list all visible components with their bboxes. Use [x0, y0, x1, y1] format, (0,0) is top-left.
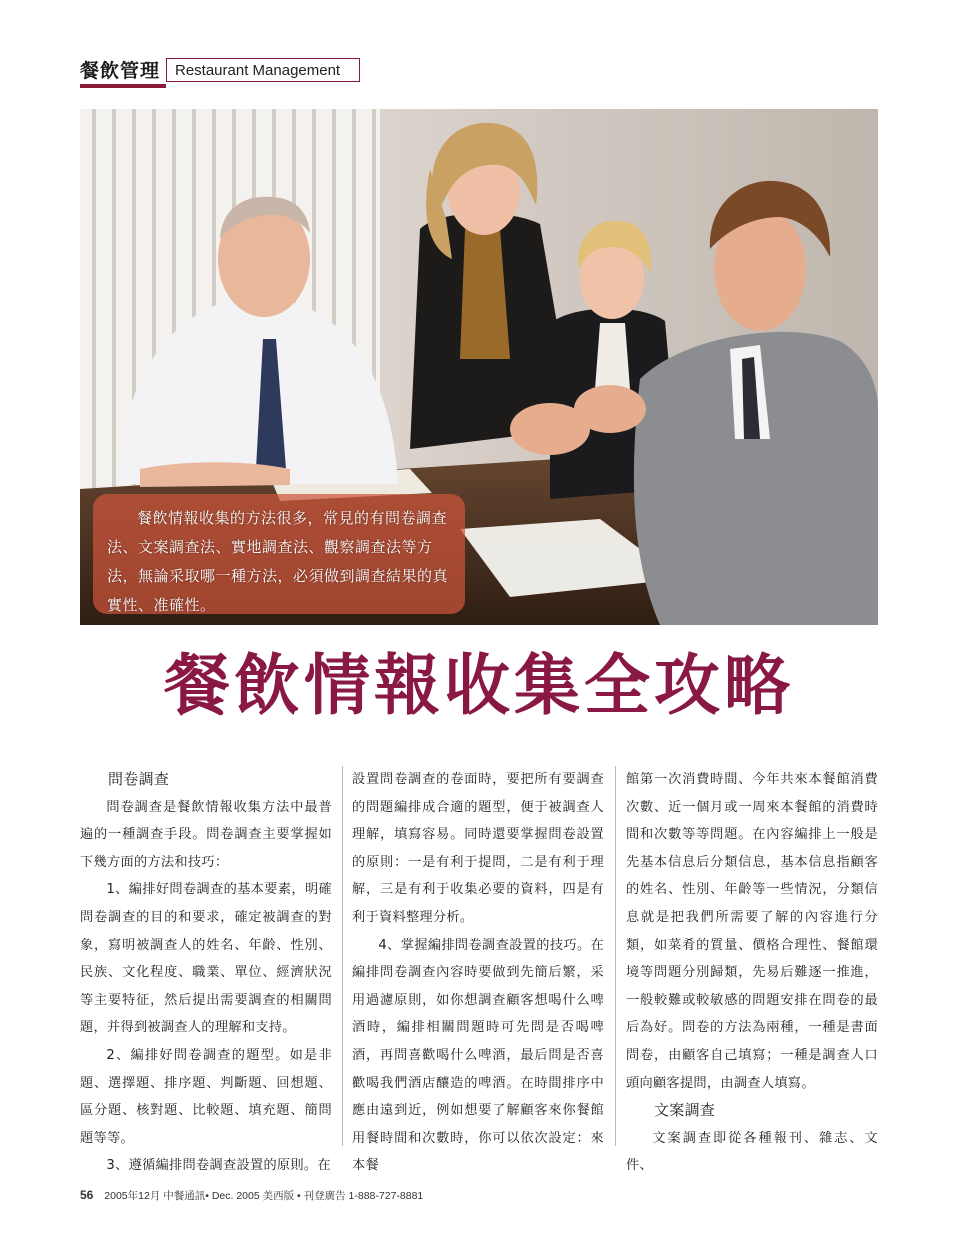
footer-text: 2005年12月 中餐通訊• Dec. 2005 美西版 • 刊登廣告 1-888-727-8881 — [104, 1190, 424, 1202]
page-footer — [80, 1186, 640, 1204]
column-divider — [615, 766, 616, 1146]
header-rule — [80, 84, 166, 88]
section-title-zh: 餐飲管理 — [80, 60, 161, 82]
paragraph: 2、編排好問卷調查的題型。如是非題、選擇題、排序題、判斷題、回想題、區分題、核對題、比較題、填充題、簡問題等等。 — [80, 1047, 332, 1146]
paragraph: 3、遵循編排問卷調查設置的原則。在 — [106, 1158, 331, 1174]
paragraph: 館第一次消費時間、今年共來本餐館消費次數、近一個月或一周來本餐館的消費時間和次數等等問題。在內容編排上一般是先基本信息后分類信息，基本信息指顧客的姓名、性別、年齡等一些情況，分類信息就是把我們所需要了解的內容進行分類，如菜肴的質量、價格合理性、餐館環境等問題分別歸類，先易后難逐一推進，一般較難或較敏感的問題安排在問卷的最后為好。問卷的方法為兩種，一種是書面問卷，由顧客自己填寫；一種是調查人口頭向顧客提問，由調查人填寫。 — [626, 772, 878, 1091]
paragraph: 設置問卷調查的卷面時，要把所有要調查的問題編排成合適的題型，便于被調查人理解，填寫容易。同時還要掌握問卷設置的原則：一是有利于提問，二是有利于理解，三是有利于收集必要的資料，四是有利于資料整理分析。 — [352, 772, 604, 925]
paragraph: 文案調查即從各種報刊、雜志、文件、 — [626, 1130, 878, 1174]
page-number: 56 — [80, 1188, 94, 1202]
paragraph: 1、編排好問卷調查的基本要素，明確問卷調查的目的和要求，確定被調查的對象，寫明被調查人的姓名、年齡、性別、民族、文化程度、職業、單位、經濟狀況等主要特征，然后提出需要調查的相關問題，并得到被調查人的理解和支持。 — [80, 882, 332, 1036]
photo-caption: 餐飲情報收集的方法很多，常見的有問卷調查法、文案調查法、實地調查法、觀察調查法等方法，無論采取哪一種方法，必須做到調查結果的真實性、准確性。 — [93, 494, 465, 614]
article-column-1 — [80, 766, 332, 1174]
article-column-3 — [626, 766, 878, 1174]
article-title: 餐飲情報收集全攻略 — [164, 646, 794, 724]
column-divider — [342, 766, 343, 1146]
subheading-questionnaire: 問卷調查 — [108, 770, 170, 788]
paragraph: 4、掌握編排問卷調查設置的技巧。在編排問卷調查內容時要做到先簡后繁，采用過濾原則，如你想調查顧客想喝什么啤酒時，編排相關問題時可先問是否喝啤酒，再問喜歡喝什么啤酒，最后問是否喜歡喝我們酒店釀造的啤酒。在時間排序中應由遠到近，例如想要了解顧客來你餐館用餐時間和次數時，你可以依次設定：來本餐 — [352, 937, 604, 1174]
paragraph: 問卷調查是餐飲情報收集方法中最普遍的一種調查手段。問卷調查主要掌握如下幾方面的方法和技巧： — [80, 799, 332, 870]
subheading-desk-research: 文案調查 — [654, 1101, 716, 1120]
section-header — [80, 58, 364, 88]
article-column-2 — [352, 766, 604, 1174]
section-title-en: Restaurant Management — [166, 58, 360, 82]
